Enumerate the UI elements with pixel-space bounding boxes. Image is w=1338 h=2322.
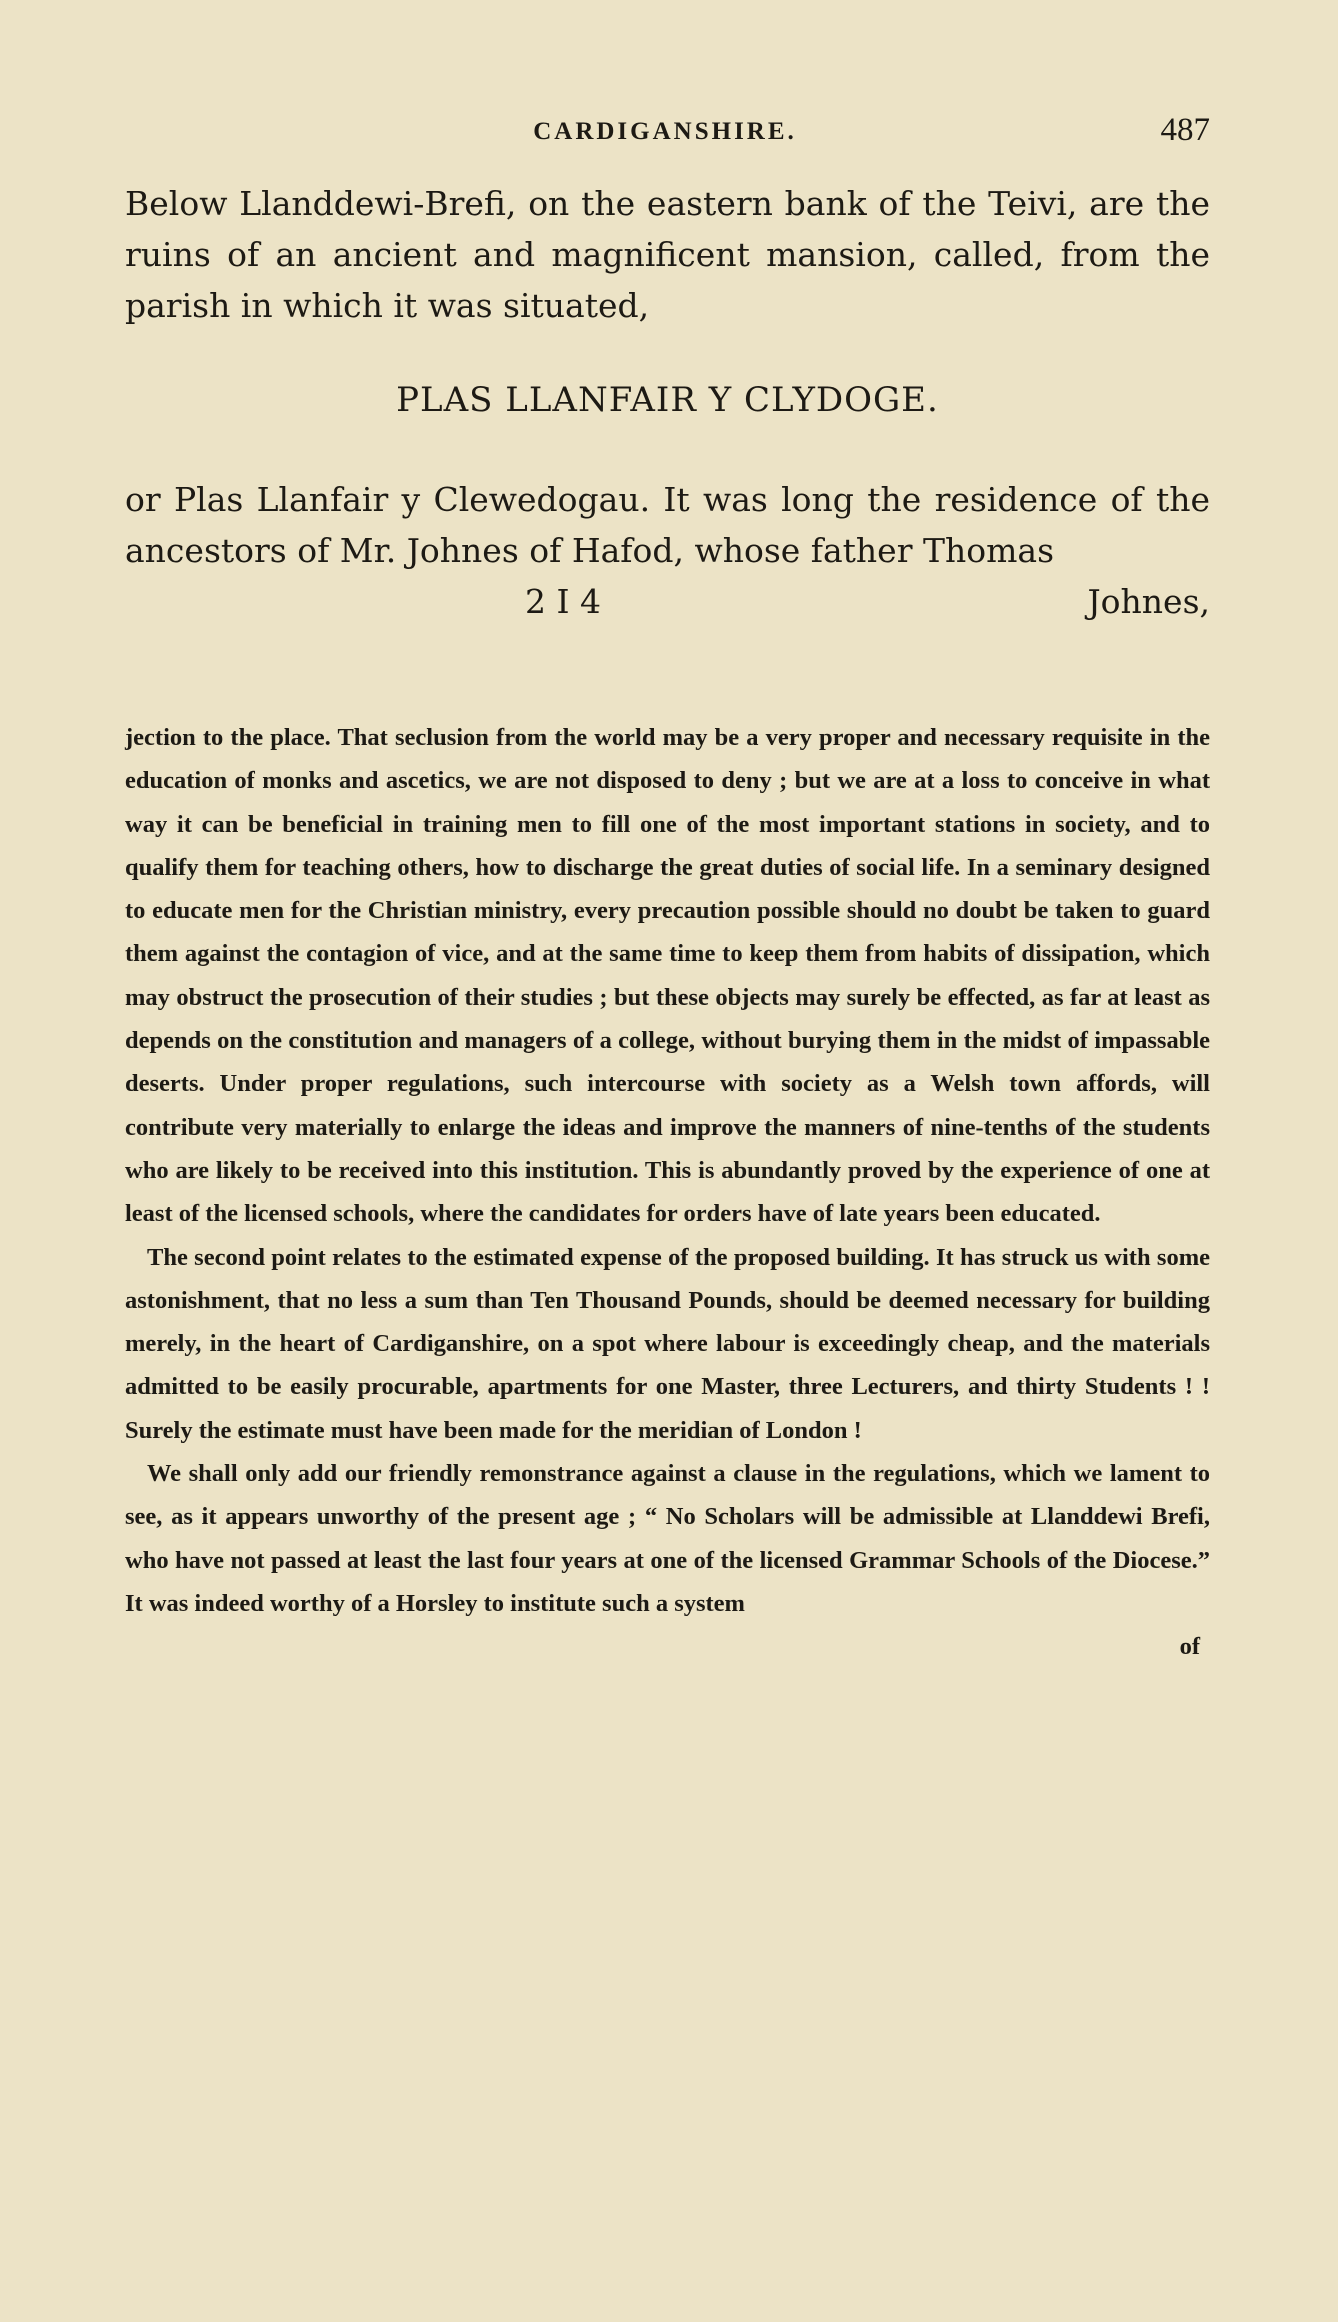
section-heading: PLAS LLANFAIR Y CLYDOGE. — [396, 380, 939, 420]
signature-mark: 2 I 4 — [525, 582, 602, 621]
footnote-paragraph: jection to the place. That seclusion from the world may be a very proper and necessary requisite in the education of monks and ascetics, we are not disposed to deny ; but we are at a loss to conceive in what way it can be beneficial in training men to fill one of the most important stations in society, and to qualify them for teaching others, how to discharge the great duties of social life. In a seminary designed to educate men for the Christian ministry, every precaution possible should no doubt be taken to guard them against the contagion of vice, and at the same time to keep them from habits of dissipation, which may obstruct the prosecution of their studies ; but these objects may surely be effected, as far at least as depends on the constitution and managers of a college, without burying them in the midst of impassable deserts. Under proper regulations, such intercourse with society as a Welsh town affords, will contribute very materially to enlarge the ideas and improve the manners of nine-tenths of the students who are likely to be received into this institution. This is abundantly proved by the experience of one at least of the licensed schools, where the candidates for orders have of late years been educated. — [125, 724, 1210, 1228]
main-text — [125, 178, 1210, 627]
body-paragraph: or Plas Llanfair y Clewedogau. It was long the residence of the ancestors of Mr. Johnes of Hafod, whose father Thomas — [125, 480, 1210, 570]
page-number: 487 — [1160, 112, 1210, 148]
running-title: CARDIGANSHIRE. — [533, 118, 797, 145]
running-head — [120, 112, 1210, 152]
footnote — [125, 716, 1210, 1669]
footnote-paragraph: The second point relates to the estimated expense of the proposed building. It has struck us with some astonishment, that no less a sum than Ten Thousand Pounds, should be deemed necessary for building merely, in the heart of Cardiganshire, on a spot where labour is exceedingly cheap, and the materials admitted to be easily procurable, apartments for one Master, three Lecturers, and thirty Students ! ! Surely the estimate must have been made for the meridian of London ! — [125, 1243, 1210, 1444]
intro-paragraph: Below Llanddewi-Brefi, on the eastern bank of the Teivi, are the ruins of an ancient and magnificent mansion, called, from the parish in which it was situated, — [125, 184, 1210, 325]
footnote-paragraph: We shall only add our friendly remonstrance against a clause in the regulations, which we lament to see, as it appears unworthy of the present age ; “ No Scholars will be admissible at Llanddewi Brefi, who have not passed at least the last four years at one of the licensed Grammar Schools of the Diocese.” It was indeed worthy of a Horsley to institute such a system — [125, 1460, 1210, 1617]
footnote-catchword: of — [1179, 1633, 1200, 1661]
catchword: Johnes, — [1087, 582, 1210, 621]
signature-line — [125, 576, 1210, 627]
